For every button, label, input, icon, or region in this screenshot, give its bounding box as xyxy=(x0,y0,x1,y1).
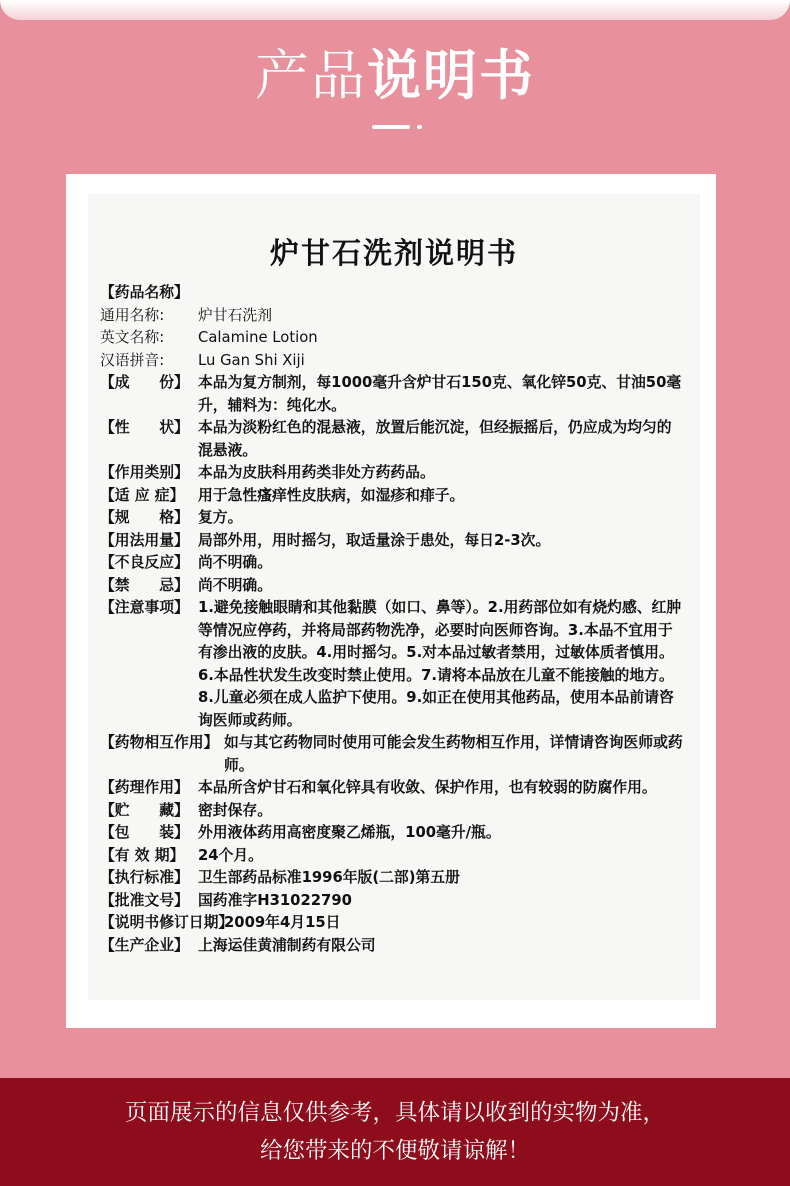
leaflet-row-value: 炉甘石洗剂 xyxy=(198,306,272,324)
instruction-leaflet xyxy=(88,194,700,1000)
leaflet-title: 炉甘石洗剂说明书 xyxy=(269,236,518,270)
leaflet-row xyxy=(88,462,700,485)
leaflet-row-value: 外用液体药用高密度聚乙烯瓶，100毫升/瓶。 xyxy=(198,824,501,841)
leaflet-row-label: 汉语拼音: xyxy=(100,351,165,369)
drug-name-heading: 【药品名称】 xyxy=(100,284,189,301)
leaflet-row-label: 【禁 忌】 xyxy=(100,576,189,594)
leaflet-row xyxy=(88,890,700,913)
leaflet-row xyxy=(88,845,700,868)
leaflet-row-value: 尚不明确。 xyxy=(198,576,272,594)
leaflet-row xyxy=(88,417,700,462)
leaflet-panel xyxy=(66,174,716,1028)
leaflet-row-label: 【说明书修订日期】 xyxy=(100,914,234,931)
leaflet-row-label: 【执行标准】 xyxy=(100,869,189,886)
leaflet-row-value: 国药准字H31022790 xyxy=(198,891,352,909)
leaflet-rows xyxy=(88,305,700,958)
leaflet-row-value: 上海运佳黄浦制药有限公司 xyxy=(198,936,376,954)
leaflet-row-value: 用于急性瘙痒性皮肤病，如湿疹和痱子。 xyxy=(198,486,465,504)
title-divider-dot xyxy=(417,125,422,129)
leaflet-row xyxy=(88,350,700,373)
leaflet-row xyxy=(88,912,700,935)
top-strip xyxy=(0,0,790,20)
leaflet-row xyxy=(88,305,700,328)
leaflet-row-label: 【注意事项】 xyxy=(100,599,189,616)
leaflet-row-value: 本品为淡粉红色的混悬液，放置后能沉淀，但经振摇后，仍应成为均匀的混悬液。 xyxy=(198,419,672,459)
leaflet-row-value: 尚不明确。 xyxy=(198,554,272,571)
leaflet-row-value: 本品所含炉甘石和氧化锌具有收敛、保护作用，也有较弱的防腐作用。 xyxy=(198,779,657,796)
leaflet-row-label: 【贮 藏】 xyxy=(100,801,189,819)
leaflet-row xyxy=(88,597,700,732)
leaflet-row xyxy=(88,732,700,777)
leaflet-row-value: 24个月。 xyxy=(198,846,263,864)
leaflet-row xyxy=(88,575,700,598)
leaflet-row xyxy=(88,507,700,530)
leaflet-row-label: 【性 状】 xyxy=(100,419,189,436)
leaflet-row-label: 【药物相互作用】 xyxy=(100,734,219,751)
leaflet-row-value: 局部外用，用时摇匀，取适量涂于患处，每日2-3次。 xyxy=(198,531,551,549)
leaflet-row-value: 本品为复方制剂，每1000毫升含炉甘石150克、氧化锌50克、甘油50毫升，辅料为：纯化水。 xyxy=(198,374,682,414)
leaflet-row-label: 【批准文号】 xyxy=(100,891,189,909)
page-title xyxy=(0,40,790,112)
leaflet-row-label: 【用法用量】 xyxy=(100,531,189,549)
leaflet-row xyxy=(88,800,700,823)
leaflet-row xyxy=(88,552,700,575)
page-title-light: 产品 xyxy=(255,44,367,107)
page-title-bold: 说明书 xyxy=(367,44,535,107)
leaflet-row xyxy=(88,530,700,553)
leaflet-row xyxy=(88,822,700,845)
leaflet-row-label: 【适 应 症】 xyxy=(100,486,185,504)
leaflet-row-label: 【生产企业】 xyxy=(100,936,189,954)
leaflet-row xyxy=(88,372,700,417)
disclaimer-line-1: 页面展示的信息仅供参考，具体请以收到的实物为准， xyxy=(124,1100,665,1126)
leaflet-row-label: 【不良反应】 xyxy=(100,554,189,571)
leaflet-row-value: 如与其它药物同时使用可能会发生药物相互作用，详情请咨询医师或药师。 xyxy=(224,734,683,774)
leaflet-row-value: 卫生部药品标准1996年版(二部)第五册 xyxy=(198,869,460,886)
disclaimer-line-2: 给您带来的不便敬请谅解！ xyxy=(259,1138,530,1164)
disclaimer-banner xyxy=(0,1078,790,1186)
leaflet-row-value: 2009年4月15日 xyxy=(224,914,341,931)
leaflet-row-label: 通用名称: xyxy=(100,306,165,324)
leaflet-row-value: 密封保存。 xyxy=(198,801,272,819)
leaflet-row-value: 复方。 xyxy=(198,509,243,526)
leaflet-row-label: 【包 装】 xyxy=(100,824,189,841)
title-divider xyxy=(372,125,410,129)
leaflet-row-label: 【规 格】 xyxy=(100,509,189,526)
leaflet-row xyxy=(88,867,700,890)
leaflet-row-label: 【有 效 期】 xyxy=(100,846,185,864)
drug-name-heading-row xyxy=(88,282,700,305)
leaflet-row xyxy=(88,485,700,508)
leaflet-row-label: 【成 份】 xyxy=(100,374,189,391)
leaflet-row-value: 本品为皮肤科用药类非处方药药品。 xyxy=(198,464,435,481)
leaflet-row-value: Calamine Lotion xyxy=(198,329,318,346)
leaflet-row-label: 英文名称: xyxy=(100,329,165,346)
leaflet-row xyxy=(88,327,700,350)
leaflet-row-label: 【药理作用】 xyxy=(100,779,189,796)
leaflet-row-value: 1.避免接触眼睛和其他黏膜（如口、鼻等）。2.用药部位如有烧灼感、红肿等情况应停药，并将局部药物洗净，必要时向医师咨询。3.本品不宜用于有渗出液的皮肤。4.用时摇匀。5.对本品过敏者禁用，过敏体质者慎用。6.本品性状发生改变时禁止使用。7.请将本品放在儿童不能接触的地方。8.儿童必须在成人监护下使用。9.如正在使用其他药品，使用本品前请咨询医师或药师。 xyxy=(198,599,682,729)
leaflet-row xyxy=(88,777,700,800)
leaflet-row-value: Lu Gan Shi Xiji xyxy=(198,351,305,369)
leaflet-row-label: 【作用类别】 xyxy=(100,464,189,481)
leaflet-row xyxy=(88,935,700,958)
